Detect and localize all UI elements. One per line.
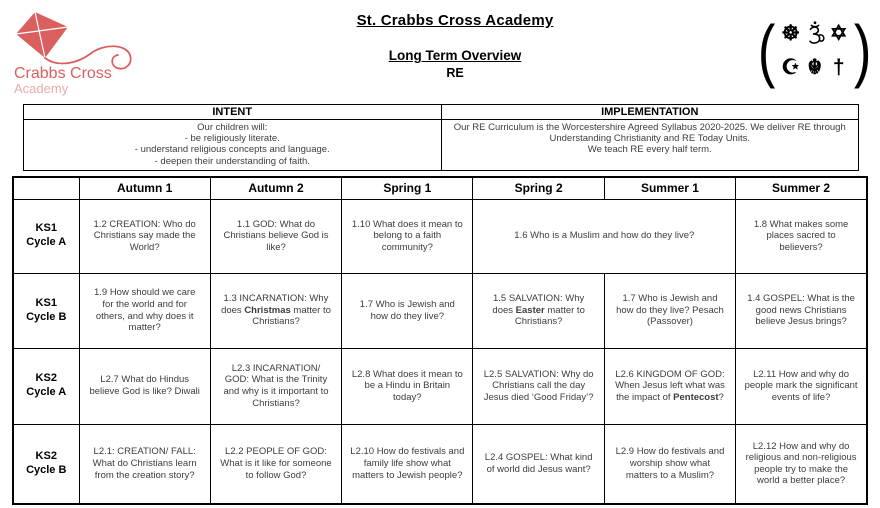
table-row-ks1-cycle-a	[13, 199, 867, 273]
intent-line: - deepen their understanding of faith.	[154, 155, 310, 167]
row-label-ks1-cycle-a	[13, 199, 79, 273]
unit-cell: L2.7 What do Hindus believe God is like? Diwali	[79, 348, 210, 424]
unit-cell: L2.6 KINGDOM OF GOD: When Jesus left what was the impact of Pentecost?	[604, 348, 735, 424]
unit-cell: 1.2 CREATION: Who do Christians say made the World?	[79, 199, 210, 273]
unit-cell: 1.9 How should we care for the world and for others, and why does it matter?	[79, 273, 210, 348]
cycle-label: Cycle A	[26, 386, 67, 398]
cycle-label: Cycle B	[26, 463, 67, 476]
intent-implementation-table	[23, 104, 859, 171]
unit-cell: 1.8 What makes some places sacred to believers?	[736, 199, 867, 273]
key-stage-label: KS1	[35, 296, 57, 309]
intent-header: INTENT	[24, 105, 442, 120]
implementation-header: IMPLEMENTATION	[441, 105, 859, 120]
left-paren-decoration: (	[758, 11, 776, 89]
table-row-ks2-cycle-b	[13, 424, 867, 504]
term-header-summer-1: Summer 1	[604, 177, 735, 199]
unit-cell: 1.1 GOD: What do Christians believe God is like?	[210, 199, 341, 273]
unit-cell: L2.11 How and why do people mark the significant events of life?	[736, 348, 867, 424]
term-header-spring-1: Spring 1	[342, 177, 473, 199]
implementation-line: Our RE Curriculum is the Worcestershire Agreed Syllabus 2020-2025. We deliver RE through Understanding Christianity and RE Today Units.	[453, 122, 846, 145]
intent-line: Our children will:	[197, 122, 268, 133]
curriculum-table	[12, 176, 868, 505]
star-of-david-icon: ✡	[829, 21, 848, 45]
faith-symbols-block	[755, 12, 874, 88]
unit-cell: L2.2 PEOPLE OF GOD: What is it like for someone to follow God?	[210, 424, 341, 504]
om-icon	[804, 20, 826, 46]
faith-symbols-grid	[779, 16, 851, 84]
unit-cell: L2.10 How do festivals and family life show what matters to Jewish people?	[342, 424, 473, 504]
term-header-spring-2: Spring 2	[473, 177, 604, 199]
unit-cell: 1.6 Who is a Muslim and how do they live?	[473, 199, 736, 273]
logo-name-line1: Crabbs Cross	[14, 65, 112, 82]
intent-body	[24, 120, 442, 171]
unit-cell: L2.12 How and why do religious and non-religious people try to make the world a better place?	[736, 424, 867, 504]
star-and-crescent-icon: ☪	[781, 55, 801, 79]
corner-cell	[13, 177, 79, 199]
unit-cell: L2.3 INCARNATION/ GOD: What is the Trinity and why is it important to Christians?	[210, 348, 341, 424]
unit-cell: L2.8 What does it mean to be a Hindu in Britain today?	[342, 348, 473, 424]
cross-icon: †	[832, 55, 845, 79]
term-header-summer-2: Summer 2	[736, 177, 867, 199]
doc-title: Long Term Overview	[388, 48, 522, 63]
unit-cell: L2.5 SALVATION: Why do Christians call the day Jesus died ‘Good Friday’?	[473, 348, 604, 424]
document-titles	[150, 12, 760, 80]
page-header	[0, 0, 880, 100]
table-row-ks1-cycle-b	[13, 273, 867, 348]
unit-cell: 1.4 GOSPEL: What is the good news Christians believe Jesus brings?	[736, 273, 867, 348]
unit-cell: 1.10 What does it mean to belong to a faith community?	[342, 199, 473, 273]
unit-cell: 1.7 Who is Jewish and how do they live?	[342, 273, 473, 348]
term-header-autumn-1: Autumn 1	[79, 177, 210, 199]
row-label-ks1-cycle-b	[13, 273, 79, 348]
unit-cell: 1.5 SALVATION: Why does Easter matter to Christians?	[473, 273, 604, 348]
cycle-label: Cycle A	[26, 236, 67, 248]
key-stage-label: KS2	[35, 372, 57, 385]
intent-line: - be religiously literate.	[184, 133, 280, 145]
logo-name-line2: Academy	[14, 81, 69, 96]
cycle-label: Cycle B	[26, 310, 67, 323]
right-paren-decoration: )	[853, 11, 872, 89]
key-stage-label: KS1	[35, 222, 57, 235]
subject-title: RE	[446, 66, 464, 80]
implementation-line: We teach RE every half term.	[587, 144, 712, 156]
unit-cell: L2.9 How do festivals and worship show what matters to a Muslim?	[604, 424, 735, 504]
term-header-row	[13, 177, 867, 199]
key-stage-label: KS2	[35, 450, 57, 462]
school-name-title: St. Crabbs Cross Academy	[356, 12, 554, 29]
term-header-autumn-2: Autumn 2	[210, 177, 341, 199]
intent-line: - understand religious concepts and language.	[134, 144, 330, 156]
row-label-ks2-cycle-b	[13, 424, 79, 504]
row-label-ks2-cycle-a	[13, 348, 79, 424]
unit-cell: L2.4 GOSPEL: What kind of world did Jesus want?	[473, 424, 604, 504]
unit-cell: 1.7 Who is Jewish and how do they live? Pesach (Passover)	[604, 273, 735, 348]
unit-cell: L2.1: CREATION/ FALL: What do Christians learn from the creation story?	[79, 424, 210, 504]
dharma-wheel-icon: ☸	[781, 21, 801, 45]
unit-cell: 1.3 INCARNATION: Why does Christmas matter to Christians?	[210, 273, 341, 348]
khanda-icon: ☬	[807, 55, 823, 79]
table-row-ks2-cycle-a	[13, 348, 867, 424]
implementation-body	[441, 120, 859, 171]
